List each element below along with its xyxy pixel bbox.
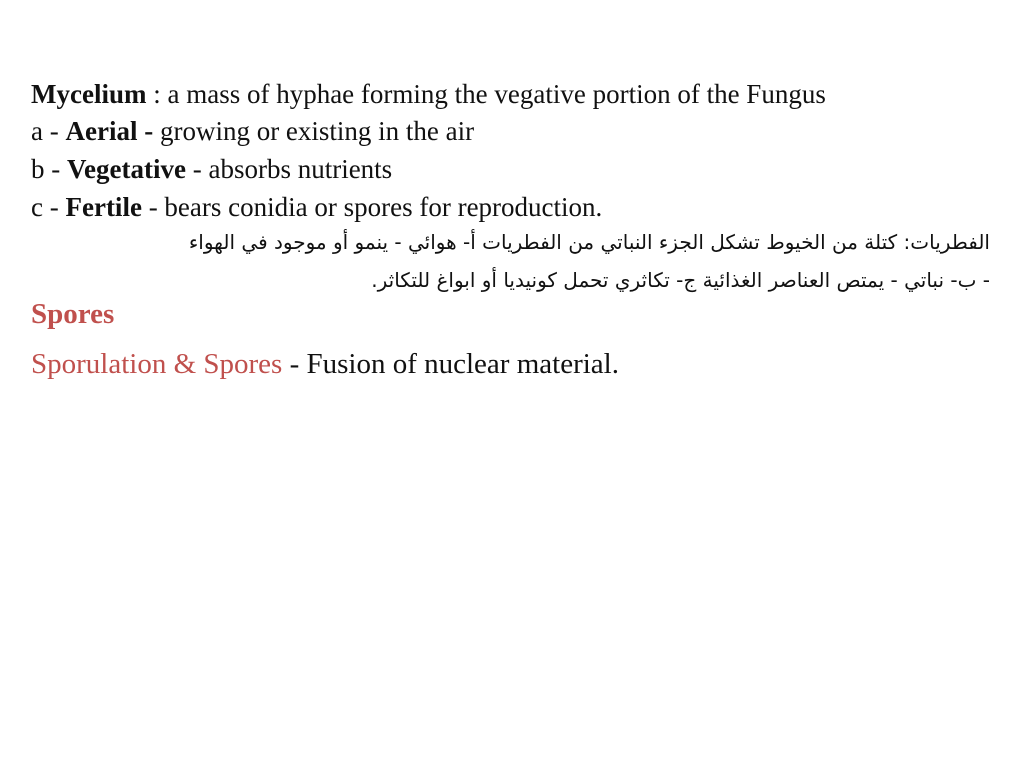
sporulation-description: - Fusion of nuclear material.	[282, 348, 619, 380]
item-aerial	[31, 115, 474, 147]
item-term: Aerial -	[65, 116, 154, 146]
sporulation-line	[31, 346, 619, 382]
arabic-translation-line-1: الفطريات: كتلة من الخيوط تشكل الجزء النباتي من الفطريات أ- هوائي - ينمو أو موجود في الهواء	[188, 230, 990, 254]
item-term: Fertile	[65, 192, 142, 222]
arabic-translation-line-2: - ب- نباتي - يمتص العناصر الغذائية ج- تكاثري تحمل كونيديا أو ابواغ للتكاثر.	[371, 268, 990, 292]
item-prefix: a -	[31, 116, 66, 146]
mycelium-definition-line	[31, 78, 826, 110]
item-term: Vegetative	[67, 154, 186, 184]
item-description: - bears conidia or spores for reproduction.	[141, 192, 603, 222]
sporulation-term: Sporulation & Spores	[31, 348, 283, 380]
item-vegetative	[31, 153, 392, 185]
item-description: growing or existing in the air	[153, 116, 475, 146]
spores-heading: Spores	[31, 298, 115, 330]
mycelium-term: Mycelium	[31, 79, 147, 109]
item-fertile	[31, 191, 602, 223]
item-prefix: c -	[31, 192, 66, 222]
item-description: - absorbs nutrients	[185, 154, 393, 184]
mycelium-definition: : a mass of hyphae forming the vegative portion of the Fungus	[146, 79, 826, 109]
item-prefix: b -	[31, 154, 67, 184]
